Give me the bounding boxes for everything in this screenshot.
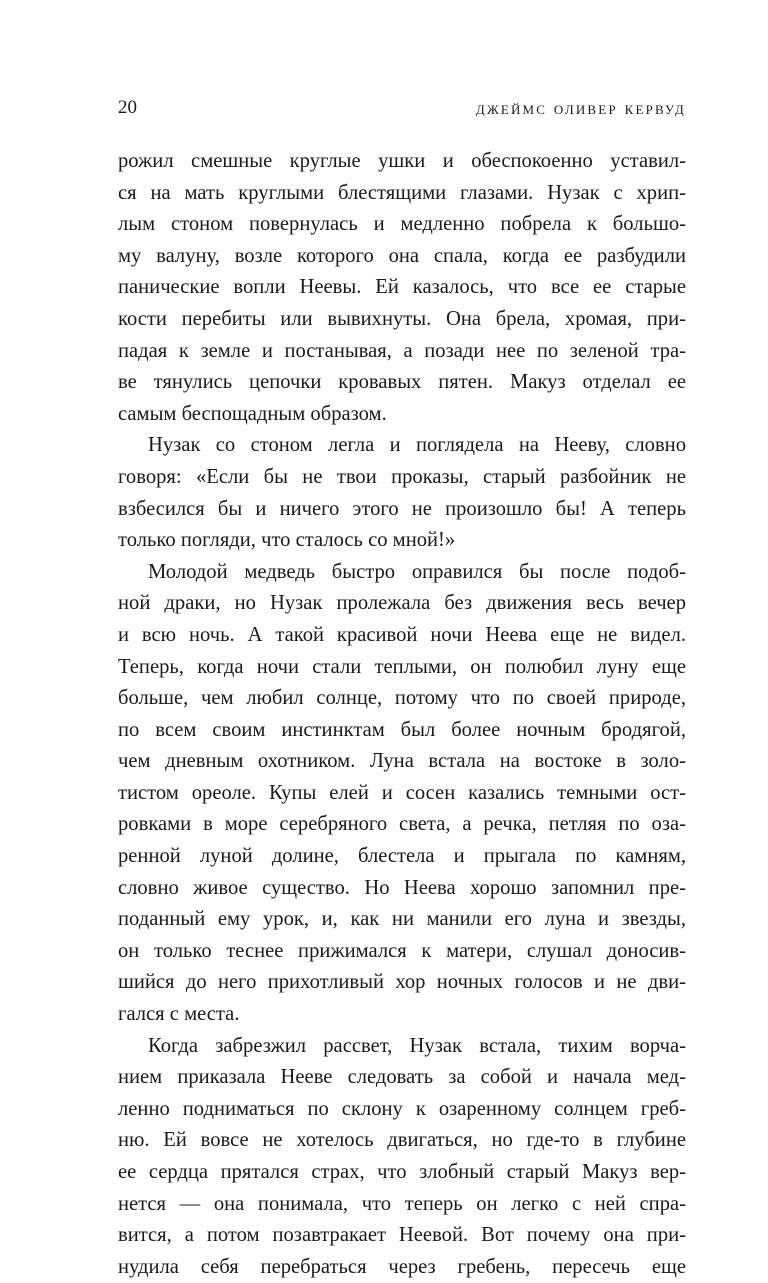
text-line: Когда забрезжил рассвет, Нузак встала, тихим ворча- [148, 1034, 686, 1057]
text-line: он только теснее прижимался к матери, слушал доносив- [118, 939, 686, 962]
text-line: нием приказала Нееве следовать за собой и начала мед- [118, 1066, 686, 1089]
text-line: рожил смешные круглые ушки и обеспокоенно уставил- [118, 150, 686, 172]
text-line: кости перебиты или вывихнуты. Она брела, хромая, при- [118, 307, 686, 330]
text-line: ленно подниматься по склону к озаренному солнцем греб- [118, 1097, 686, 1120]
text-line: гался с места. [118, 1003, 240, 1026]
text-line: нудила себя перебраться через гребень, пересечь еще [118, 1255, 686, 1278]
text-line: шийся до него прихотливый хор ночных голосов и не дви- [118, 971, 686, 994]
text-line: Молодой медведь быстро оправился бы после подоб- [148, 560, 686, 583]
text-line: вится, а потом позавтракает Неевой. Вот почему она при- [118, 1224, 686, 1247]
text-line: Нузак со стоном легла и поглядела на Нееву, словно [148, 434, 686, 457]
text-line: ной драки, но Нузак пролежала без движения весь вечер [118, 592, 686, 615]
text-line: ровками в море серебряного света, а речка, петляя по оза- [118, 813, 686, 836]
text-line: ся на мать круглыми блестящими глазами. Нузак с хрип- [118, 181, 686, 204]
text-line: и всю ночь. А такой красивой ночи Неева еще не видел. [118, 623, 686, 646]
text-line: говоря: «Если бы не твои проказы, старый разбойник не [118, 465, 686, 488]
text-line: ве тянулись цепочки кровавых пятен. Макуз отделал ее [118, 371, 686, 394]
text-line: ню. Ей вовсе не хотелось двигаться, но где-то в глубине [118, 1129, 686, 1152]
text-line: му валуну, возле которого она спала, когда ее разбудили [118, 244, 686, 267]
page-number: 20 [118, 97, 137, 118]
text-line: по всем своим инстинктам был более ночным бродягой, [118, 718, 686, 741]
text-line: взбесился бы и ничего этого не произошло бы! А теперь [118, 497, 686, 520]
text-line: лым стоном повернулась и медленно побрела к большо- [118, 213, 686, 236]
text-line: нется — она понимала, что теперь он легко с ней спра- [118, 1192, 686, 1215]
text-line: только погляди, что сталось со мной!» [118, 529, 456, 552]
text-line: Теперь, когда ночи стали теплыми, он полюбил луну еще [118, 655, 686, 678]
text-line: панические вопли Неевы. Ей казалось, что все ее старые [118, 276, 686, 299]
text-line: больше, чем любил солнце, потому что по своей природе, [118, 687, 686, 710]
text-line: чем дневным охотником. Луна встала на востоке в золо- [118, 750, 686, 773]
text-line: самым беспощадным образом. [118, 402, 387, 425]
text-line: словно живое существо. Но Неева хорошо запомнил пре- [118, 876, 686, 899]
running-head-author: джеймс оливер кервуд [475, 98, 686, 118]
text-line: тистом ореоле. Купы елей и сосен казались темными ост- [118, 781, 686, 804]
text-line: поданный ему урок, и, как ни манили его луна и звезды, [118, 908, 686, 931]
text-line: ренной луной долине, блестела и прыгала по камням, [118, 845, 686, 868]
text-line: падая к земле и постанывая, а позади нее по зеленой тра- [118, 339, 686, 362]
page-header [118, 92, 686, 124]
body-text [118, 146, 686, 1283]
text-line: ее сердца прятался страх, что злобный старый Макуз вер- [118, 1161, 686, 1183]
